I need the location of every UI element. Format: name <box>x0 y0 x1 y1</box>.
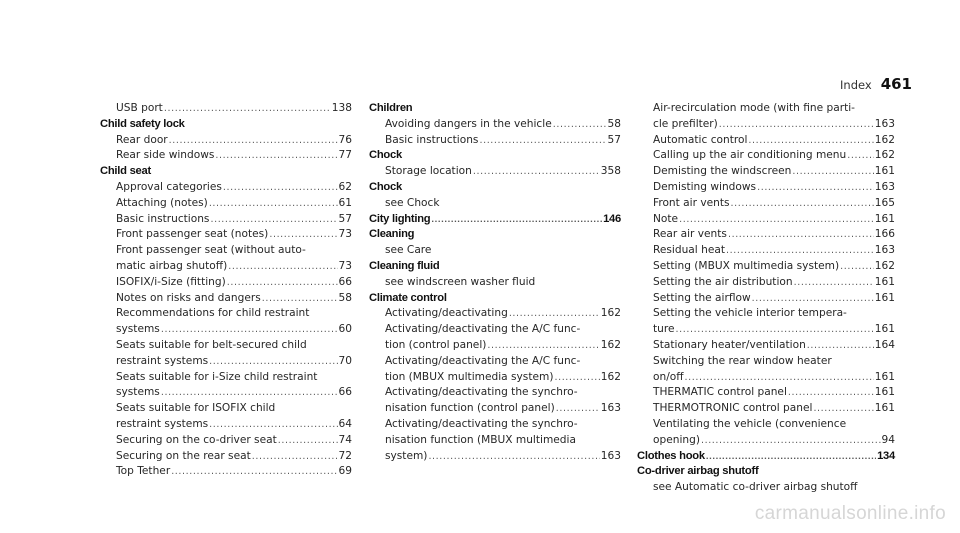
dot-leader <box>228 259 337 275</box>
index-subentry <box>369 401 621 417</box>
page-reference: 57 <box>607 133 621 146</box>
index-subentry <box>369 370 621 386</box>
dot-leader <box>161 385 338 401</box>
page-reference: 163 <box>600 402 621 415</box>
page-reference: 66 <box>338 275 352 288</box>
page-reference: 161 <box>874 323 895 336</box>
dot-leader <box>473 164 600 180</box>
index-subentry-text: Stationary heater/ventilation <box>653 338 806 351</box>
index-subentry <box>369 117 621 133</box>
dot-leader <box>487 338 599 354</box>
index-subentry <box>100 180 352 196</box>
index-subentry-text: Switching the rear window heater <box>653 354 832 367</box>
page-reference: 161 <box>874 370 895 383</box>
index-subentry <box>637 133 895 149</box>
index-heading: City lighting <box>369 212 431 225</box>
index-subentry <box>637 370 895 386</box>
index-subentry-text: tion (control panel) <box>385 338 487 351</box>
index-subentry-text: Air-recirculation mode (with fine parti- <box>653 102 856 114</box>
index-subentry <box>100 385 352 401</box>
dot-leader <box>685 370 874 386</box>
index-subentry <box>100 101 352 117</box>
dot-leader <box>554 370 599 386</box>
index-subentry-text: Activating/deactivating <box>385 307 508 320</box>
page-reference: 74 <box>338 433 352 446</box>
index-subentry <box>369 243 621 259</box>
index-subentry <box>637 417 895 433</box>
page-reference: 94 <box>881 433 895 446</box>
page-reference: 162 <box>874 133 895 146</box>
dot-leader <box>676 322 874 338</box>
page-reference: 60 <box>338 323 352 336</box>
dot-leader <box>269 227 337 243</box>
index-subentry <box>100 417 352 433</box>
dot-leader <box>719 117 874 133</box>
index-subentry <box>637 212 895 228</box>
index-subentry-text: Seats suitable for belt-secured child <box>116 338 307 351</box>
index-subentry <box>100 196 352 212</box>
index-subentry-text: Attaching (notes) <box>116 196 208 209</box>
index-subentry-text: opening) <box>653 433 700 446</box>
index-entry <box>100 117 352 164</box>
index-heading: Child safety lock <box>100 117 185 130</box>
page-reference: 76 <box>338 133 352 146</box>
dot-leader <box>431 212 602 228</box>
dot-leader <box>210 212 337 228</box>
page-reference: 66 <box>338 386 352 399</box>
header-section-label: Index <box>840 78 872 92</box>
index-subentry <box>637 338 895 354</box>
dot-leader <box>252 449 338 465</box>
index-subentry-text: Basic instructions <box>116 212 210 225</box>
index-heading: Chock <box>369 149 402 162</box>
index-subentry <box>637 480 895 496</box>
index-subentry-text: Front air vents <box>653 196 730 209</box>
index-subentry <box>100 433 352 449</box>
index-entry <box>369 212 621 228</box>
dot-leader <box>278 433 338 449</box>
index-subentry-text: Setting (MBUX multimedia system) <box>653 259 840 272</box>
index-subentry <box>637 117 895 133</box>
dot-leader <box>164 101 331 117</box>
index-subentry <box>100 354 352 370</box>
dot-leader <box>792 164 873 180</box>
index-subentry <box>100 275 352 291</box>
index-subentry-text: Storage location <box>385 165 472 178</box>
index-subentry <box>637 101 895 117</box>
index-subentry-text: system) <box>385 449 428 462</box>
index-subentry <box>100 243 352 259</box>
index-entry <box>637 464 895 496</box>
index-entry <box>369 291 621 465</box>
index-subentry-text: Activating/deactivating the A/C func- <box>385 323 581 336</box>
index-heading: Cleaning <box>369 228 415 241</box>
index-subentry <box>369 417 621 433</box>
dot-leader <box>215 148 337 164</box>
index-subentry-text: Seats suitable for ISOFIX child <box>116 402 276 415</box>
index-heading: Clothes hook <box>637 449 705 462</box>
index-subentry-text: systems <box>116 386 160 399</box>
page-reference: 162 <box>874 259 895 272</box>
index-subentry <box>100 338 352 354</box>
index-subentry-text: see Chock <box>385 196 440 209</box>
index-entry <box>637 101 895 449</box>
index-heading-line <box>369 148 621 164</box>
index-subentry-text: restraint systems <box>116 417 209 430</box>
index-subentry-text: Setting the vehicle interior tempera- <box>653 307 847 320</box>
index-subentry-text: Securing on the co-driver seat <box>116 433 277 446</box>
page-reference: 57 <box>338 212 352 225</box>
dot-leader <box>701 433 881 449</box>
index-subentry <box>369 449 621 465</box>
dot-leader <box>556 401 600 417</box>
header-page-number: 461 <box>880 75 912 93</box>
index-entry <box>100 164 352 480</box>
dot-leader <box>788 385 874 401</box>
index-subentry-text: Avoiding dangers in the vehicle <box>385 117 552 130</box>
dot-leader <box>479 133 606 149</box>
dot-leader <box>223 180 338 196</box>
dot-leader <box>209 196 338 212</box>
page-reference: 70 <box>338 354 352 367</box>
index-subentry-text: Automatic control <box>653 133 748 146</box>
index-heading-line <box>100 117 352 133</box>
page-reference: 162 <box>600 338 621 351</box>
dot-leader <box>509 306 600 322</box>
dot-leader <box>553 117 607 133</box>
page-reference: 77 <box>338 149 352 162</box>
index-subentry-text: Demisting the windscreen <box>653 165 792 178</box>
index-subentry <box>637 275 895 291</box>
index-subentry-text: Notes on risks and dangers <box>116 291 261 304</box>
index-subentry-text: Rear door <box>116 133 168 146</box>
index-subentry <box>100 306 352 322</box>
page-reference: 58 <box>338 291 352 304</box>
index-subentry-text: Seats suitable for i-Size child restraint <box>116 370 318 383</box>
page-reference: 166 <box>874 228 895 241</box>
page-reference: 64 <box>338 417 352 430</box>
dot-leader <box>227 275 338 291</box>
index-heading: Chock <box>369 180 402 193</box>
index-subentry <box>369 164 621 180</box>
index-heading: Child seat <box>100 165 151 178</box>
index-subentry <box>100 370 352 386</box>
page-reference: 138 <box>331 102 352 114</box>
index-heading-line <box>637 449 895 465</box>
page-reference: 164 <box>874 338 895 351</box>
index-subentry-text: USB port <box>116 102 163 114</box>
index-subentry-text: see Care <box>385 244 432 257</box>
index-subentry <box>369 433 621 449</box>
index-subentry-text: Activating/deactivating the synchro- <box>385 386 578 399</box>
index-subentry-text: Residual heat <box>653 244 725 257</box>
index-subentry-text: Recommendations for child restraint <box>116 307 310 320</box>
index-subentry-text: ISOFIX/i-Size (fitting) <box>116 275 226 288</box>
page-reference: 161 <box>874 275 895 288</box>
index-subentry-text: Rear side windows <box>116 149 215 162</box>
index-heading-line <box>369 259 621 275</box>
page-reference: 163 <box>874 117 895 130</box>
index-subentry <box>100 449 352 465</box>
page-reference: 162 <box>874 149 895 162</box>
dot-leader <box>752 291 874 307</box>
index-subentry-text: Rear air vents <box>653 228 727 241</box>
dot-leader <box>794 275 874 291</box>
dot-leader <box>847 148 874 164</box>
index-subentry <box>369 306 621 322</box>
index-subentry-text: Activating/deactivating the synchro- <box>385 417 578 430</box>
dot-leader <box>840 259 874 275</box>
index-subentry-text: Note <box>653 212 679 225</box>
index-subentry-text: cle prefilter) <box>653 117 718 130</box>
page-reference: 62 <box>338 180 352 193</box>
index-subentry <box>100 464 352 480</box>
index-subentry-text: Setting the airflow <box>653 291 751 304</box>
page-reference: 161 <box>874 165 895 178</box>
dot-leader <box>209 354 337 370</box>
index-subentry <box>637 306 895 322</box>
page-reference: 163 <box>874 180 895 193</box>
index-subentry <box>369 385 621 401</box>
index-heading: Children <box>369 102 413 114</box>
index-column-3 <box>637 101 895 496</box>
index-subentry-text: Securing on the rear seat <box>116 449 251 462</box>
page-reference: 161 <box>874 402 895 415</box>
index-heading-line <box>369 180 621 196</box>
dot-leader <box>726 243 874 259</box>
page-reference: 146 <box>603 212 621 225</box>
index-subentry-text: Setting the air distribution <box>653 275 793 288</box>
index-subentry <box>637 164 895 180</box>
dot-leader <box>706 449 876 465</box>
index-subentry <box>369 133 621 149</box>
index-subentry <box>100 133 352 149</box>
index-entry <box>369 259 621 291</box>
index-subentry <box>369 354 621 370</box>
index-subentry <box>637 433 895 449</box>
index-subentry-text: Calling up the air conditioning menu <box>653 149 847 162</box>
index-subentry <box>369 196 621 212</box>
index-subentry <box>100 401 352 417</box>
index-subentry <box>637 322 895 338</box>
page-reference: 162 <box>600 307 621 320</box>
page-reference: 58 <box>607 117 621 130</box>
index-subentry <box>637 401 895 417</box>
index-heading: Cleaning fluid <box>369 259 440 272</box>
page-reference: 73 <box>338 259 352 272</box>
index-subentry-text: Approval categories <box>116 180 222 193</box>
index-subentry-text: THERMATIC control panel <box>653 386 787 399</box>
index-heading: Climate control <box>369 291 447 304</box>
dot-leader <box>748 133 873 149</box>
index-subentry-text: restraint systems <box>116 354 209 367</box>
page-reference: 161 <box>874 291 895 304</box>
index-subentry-text: see windscreen washer fluid <box>385 275 536 288</box>
index-subentry <box>100 212 352 228</box>
index-subentry <box>369 322 621 338</box>
dot-leader <box>169 133 338 149</box>
page-reference: 73 <box>338 228 352 241</box>
index-subentry-text: matic airbag shutoff) <box>116 259 228 272</box>
index-subentry-text: tion (MBUX multimedia system) <box>385 370 554 383</box>
index-subentry-text: THERMOTRONIC control panel <box>653 402 813 415</box>
index-subentry <box>637 385 895 401</box>
index-subentry-text: on/off <box>653 370 684 383</box>
index-subentry <box>100 291 352 307</box>
index-subentry <box>637 180 895 196</box>
page-reference: 72 <box>338 449 352 462</box>
page-reference: 165 <box>874 196 895 209</box>
page-reference: 163 <box>874 244 895 257</box>
page-header <box>840 75 912 93</box>
dot-leader <box>728 227 874 243</box>
index-subentry <box>637 148 895 164</box>
page-reference: 161 <box>874 386 895 399</box>
index-subentry <box>100 227 352 243</box>
index-subentry <box>637 291 895 307</box>
watermark: carmanualsonline.info <box>754 503 946 524</box>
index-heading-line <box>369 101 621 117</box>
index-subentry-text: ture <box>653 323 675 336</box>
dot-leader <box>807 338 874 354</box>
page-reference: 163 <box>600 449 621 462</box>
index-entry <box>637 449 895 465</box>
index-subentry-text: Front passenger seat (notes) <box>116 228 269 241</box>
index-subentry-text: Basic instructions <box>385 133 479 146</box>
index-subentry-text: Ventilating the vehicle (convenience <box>653 417 847 430</box>
index-subentry <box>100 322 352 338</box>
index-heading-line <box>100 164 352 180</box>
index-subentry-text: systems <box>116 323 160 336</box>
index-subentry-text: nisation function (MBUX multimedia <box>385 433 576 446</box>
index-heading-line <box>369 212 621 228</box>
index-subentry <box>637 227 895 243</box>
index-entry <box>369 101 621 148</box>
dot-leader <box>428 449 599 465</box>
index-entry <box>369 180 621 212</box>
page-reference: 61 <box>338 196 352 209</box>
index-heading-line <box>637 464 895 480</box>
dot-leader <box>161 322 338 338</box>
dot-leader <box>731 196 874 212</box>
dot-leader <box>679 212 874 228</box>
page-reference: 161 <box>874 212 895 225</box>
index-subentry-text: see Automatic co-driver airbag shutoff <box>653 481 858 494</box>
index-subentry <box>100 148 352 164</box>
dot-leader <box>171 464 337 480</box>
dot-leader <box>262 291 338 307</box>
index-entry <box>369 148 621 180</box>
index-subentry <box>637 196 895 212</box>
index-entry <box>369 227 621 259</box>
index-subentry <box>369 275 621 291</box>
dot-leader <box>757 180 874 196</box>
index-column-1 <box>100 101 352 480</box>
index-subentry-text: nisation function (control panel) <box>385 402 555 415</box>
dot-leader <box>813 401 873 417</box>
page-reference: 134 <box>877 449 895 462</box>
page-reference: 358 <box>600 165 621 178</box>
index-subentry <box>100 259 352 275</box>
page-reference: 162 <box>600 370 621 383</box>
index-subentry <box>369 338 621 354</box>
index-heading-line <box>369 291 621 307</box>
index-heading-line <box>369 227 621 243</box>
index-subentry-text: Front passenger seat (without auto- <box>116 244 306 257</box>
index-subentry <box>637 243 895 259</box>
index-subentry-text: Activating/deactivating the A/C func- <box>385 354 581 367</box>
index-subentry-text: Demisting windows <box>653 180 757 193</box>
index-column-2 <box>369 101 621 464</box>
page-reference: 69 <box>338 465 352 478</box>
index-subentry <box>637 354 895 370</box>
index-subentry-text: Top Tether <box>116 465 171 478</box>
index-entry <box>100 101 352 117</box>
index-heading: Co-driver airbag shutoff <box>637 465 759 478</box>
index-subentry <box>637 259 895 275</box>
dot-leader <box>209 417 337 433</box>
